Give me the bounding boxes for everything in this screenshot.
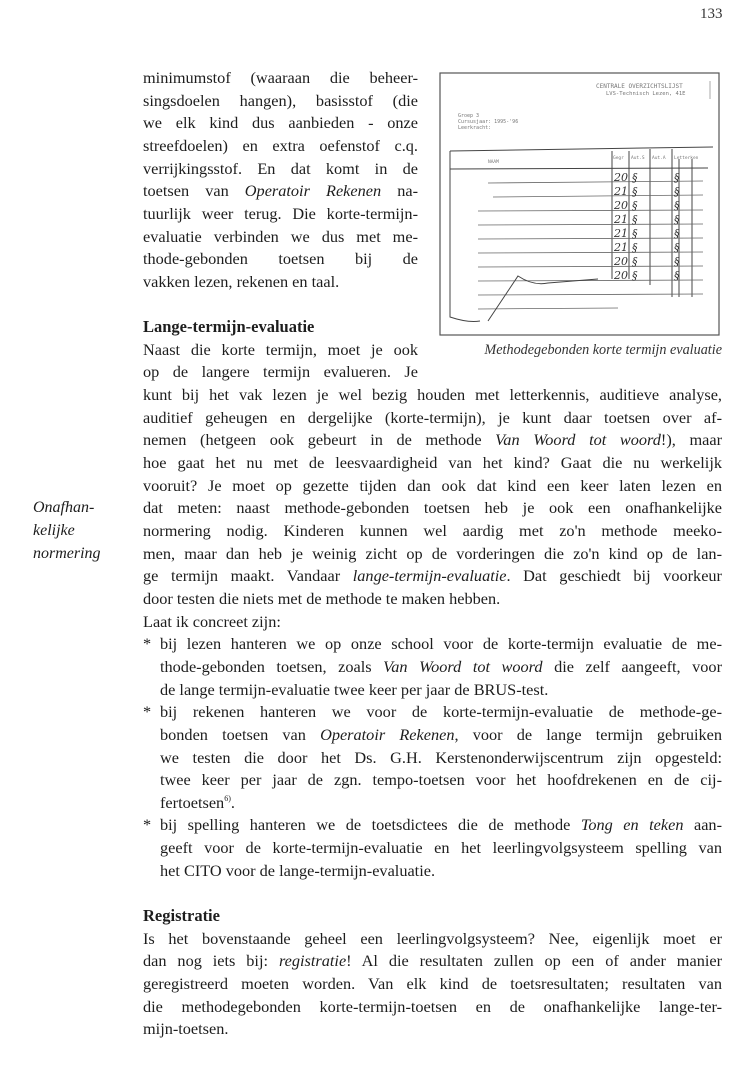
text-run: aan- bbox=[683, 815, 722, 835]
text-run: fertoetsen bbox=[160, 792, 225, 812]
text-line bbox=[143, 429, 722, 452]
text-run: na- bbox=[381, 181, 419, 201]
text-run: bij rekenen hanteren we voor de korte-termijn-evaluatie de methode-ge- bbox=[160, 702, 722, 722]
text-line bbox=[143, 611, 722, 634]
text-line bbox=[160, 747, 722, 770]
text-run: vakken lezen, rekenen en taal. bbox=[143, 271, 340, 291]
text-run: . bbox=[230, 792, 235, 812]
text-line bbox=[160, 724, 722, 747]
side-note-line: kelijke bbox=[33, 522, 75, 539]
check-mark-icon: § bbox=[632, 213, 638, 226]
text-line bbox=[143, 497, 722, 520]
text-line bbox=[143, 475, 722, 498]
text-line bbox=[143, 339, 418, 362]
sheet-leerkracht: Leerkracht: bbox=[458, 125, 492, 131]
text-line bbox=[160, 769, 722, 792]
col-gegr: Gegr bbox=[613, 156, 624, 161]
sheet-title: CENTRALE OVERZICHTSLIJST bbox=[596, 83, 683, 90]
page-number: 133 bbox=[700, 6, 723, 22]
text-line bbox=[143, 112, 418, 135]
text-run: singsdoelen hangen), basisstof (die bbox=[143, 90, 418, 110]
text-run: nemen (hetgeen ook gebeurt in de methode bbox=[143, 430, 496, 450]
text-run: het CITO voor de lange-termijn-evaluatie. bbox=[160, 860, 436, 880]
section-heading bbox=[143, 905, 722, 928]
text-line bbox=[143, 271, 418, 294]
sheet-cursusjaar: Cursusjaar: 1995-'96 bbox=[458, 119, 519, 125]
text-run: geregistreerd moeten worden. Van elk kind de toetsresultaten; resultaten van bbox=[143, 974, 722, 993]
text-run: dan nog iets bij: bbox=[143, 951, 279, 971]
text-run: . Dat geschiedt bij voorkeur bbox=[506, 566, 722, 586]
score-value: 20 bbox=[614, 199, 628, 212]
text-line bbox=[143, 701, 722, 724]
text-line bbox=[143, 90, 418, 113]
text-run: ge termijn maakt. Vandaar bbox=[143, 566, 353, 586]
text-line bbox=[143, 384, 722, 407]
check-mark-icon: § bbox=[632, 171, 638, 184]
text-line bbox=[143, 633, 722, 656]
text-run: ! Al die resultaten zullen op een of ander manier bbox=[346, 951, 723, 971]
check-mark-icon: § bbox=[674, 255, 680, 268]
check-mark-icon: § bbox=[674, 241, 680, 254]
text-run: dat meten: naast methode-gebonden toetsen heb je ook een onafhankelijke bbox=[143, 498, 722, 518]
text-run: bonden toetsen van bbox=[160, 724, 321, 744]
text-run: die zelf aangeeft, voor bbox=[542, 656, 722, 676]
bullet-marker: * bbox=[143, 634, 152, 654]
figure-caption: Methodegebonden korte termijn evaluatie bbox=[484, 342, 722, 358]
text-line bbox=[160, 860, 722, 883]
text-run: hoe gaat het nu met de leesvaardigheid van het kind? Gaat die nu werkelijk bbox=[143, 453, 722, 473]
text-line bbox=[143, 452, 722, 475]
text-run: auditief geheugen en dergelijke (korte-termijn), je kunt daar toetsen over af- bbox=[143, 407, 722, 427]
heading-text: Lange-termijn-evaluatie bbox=[143, 317, 315, 337]
text-run: tuurlijk weer terug. Die korte-termijn- bbox=[143, 203, 418, 223]
text-run: , voor de lange termijn gebruiken bbox=[454, 724, 723, 744]
text-line bbox=[160, 837, 722, 860]
heading-text: Registratie bbox=[143, 906, 220, 926]
score-value: 21 bbox=[614, 241, 628, 254]
check-mark-icon: § bbox=[632, 185, 638, 198]
col-auta: Aut.A bbox=[652, 156, 666, 161]
text-run: twee keer per jaar de zgn. tempo-toetsen voor het hoofdrekenen en de cij- bbox=[160, 770, 722, 790]
score-value: 20 bbox=[614, 171, 628, 184]
text-line bbox=[143, 407, 722, 430]
check-mark-icon: § bbox=[632, 199, 638, 212]
italic-text: Operatoir Rekenen bbox=[320, 724, 455, 744]
bullet-marker: * bbox=[143, 815, 152, 835]
sheet-subtitle: LVS-Technisch Lezen, 41E bbox=[606, 91, 686, 97]
text-line bbox=[143, 226, 418, 249]
text-run: evaluatie verbinden we dus met me- bbox=[143, 226, 418, 246]
check-mark-icon: § bbox=[674, 227, 680, 240]
score-value: 20 bbox=[614, 269, 628, 282]
text-run: op de langere termijn evalueren. Je bbox=[143, 362, 418, 382]
text-run: die methodegebonden korte-termijn-toetsen en de onafhankelijke lange-ter- bbox=[143, 996, 722, 1016]
text-run: de lange termijn-evaluatie twee keer per jaar de BRUS-test. bbox=[160, 679, 549, 699]
footnote-ref: 6) bbox=[224, 793, 231, 803]
text-line bbox=[143, 67, 418, 90]
text-line bbox=[143, 361, 418, 384]
text-line bbox=[143, 814, 722, 837]
italic-text: Van Woord tot woord bbox=[495, 430, 661, 450]
col-naam: NAAM bbox=[488, 160, 499, 165]
text-line bbox=[143, 996, 722, 1019]
text-line bbox=[143, 588, 722, 611]
text-run: Is het bovenstaande geheel een leerlingvolgsysteem? Nee, eigenlijk moet er bbox=[143, 928, 722, 948]
text-run: thode-gebonden toetsen, zoals bbox=[160, 656, 384, 676]
text-line bbox=[143, 135, 418, 158]
side-note-line: normering bbox=[33, 545, 101, 562]
text-run: vooruit? Je moet op gezette tijden dan ook dat kind een keer laten lezen en bbox=[143, 475, 722, 495]
bullet-marker: * bbox=[143, 702, 152, 722]
text-run: mijn-toetsen. bbox=[143, 1019, 229, 1039]
text-run: streefdoelen) en extra oefenstof c.q. bbox=[143, 135, 418, 155]
text-run: geeft voor de korte-termijn-evaluatie en het leerlingvolgsysteem spelling van bbox=[160, 838, 722, 858]
text-run: we testen die door het Ds. G.H. Kerstenonderwijscentrum zijn opgesteld: bbox=[160, 747, 722, 767]
check-mark-icon: § bbox=[674, 171, 680, 184]
text-line bbox=[143, 1018, 722, 1041]
text-line bbox=[160, 656, 722, 679]
check-mark-icon: § bbox=[674, 269, 680, 282]
text-line bbox=[143, 543, 722, 566]
text-run: verrijkingsstof. En dat komt in de bbox=[143, 158, 418, 178]
col-letterkennis: Letterken bbox=[674, 156, 699, 161]
text-run: Laat ik concreet zijn: bbox=[143, 611, 281, 631]
check-mark-icon: § bbox=[674, 185, 680, 198]
score-value: 20 bbox=[614, 255, 628, 268]
text-run: toetsen van bbox=[143, 181, 245, 201]
text-run: !), maar bbox=[660, 430, 722, 450]
section-heading bbox=[143, 316, 418, 339]
score-value: 21 bbox=[614, 227, 628, 240]
italic-text: Tong en teken bbox=[580, 815, 684, 835]
text-line bbox=[143, 928, 722, 951]
text-line bbox=[143, 158, 418, 181]
sheet-groep: Groep 3 bbox=[458, 113, 480, 119]
check-mark-icon: § bbox=[632, 227, 638, 240]
text-run: kunt bij het vak lezen je wel bezig houden met letterkennis, auditieve analyse, bbox=[143, 385, 722, 405]
score-value: 21 bbox=[614, 213, 628, 226]
check-mark-icon: § bbox=[632, 241, 638, 254]
text-run: thode-gebonden toetsen bij de bbox=[143, 249, 418, 269]
text-run: men, maar dan heb je weinig zicht op de vorderingen die zo'n kind op de lan- bbox=[143, 543, 722, 563]
check-mark-icon: § bbox=[632, 269, 638, 282]
check-mark-icon: § bbox=[674, 213, 680, 226]
text-line bbox=[143, 248, 418, 271]
text-run: normering nodig. Kinderen kunnen wel aardig met zo'n methode meeko- bbox=[143, 521, 722, 540]
text-run: bij lezen hanteren we op onze school voor de korte-termijn evaluatie de me- bbox=[160, 634, 722, 654]
figure-overview-sheet bbox=[438, 71, 721, 337]
text-line bbox=[143, 950, 722, 973]
italic-text: lange-termijn-evaluatie bbox=[352, 566, 507, 586]
check-mark-icon: § bbox=[632, 255, 638, 268]
italic-text: registratie bbox=[278, 951, 347, 971]
check-mark-icon: § bbox=[674, 199, 680, 212]
italic-text: Van Woord tot woord bbox=[383, 656, 543, 676]
text-line bbox=[160, 792, 722, 815]
text-line bbox=[160, 679, 722, 702]
text-run: minimumstof (waaraan die beheer- bbox=[143, 68, 418, 87]
col-auts: Aut.S bbox=[631, 156, 645, 161]
score-value: 21 bbox=[614, 185, 628, 198]
text-line bbox=[143, 180, 418, 203]
text-line bbox=[143, 973, 722, 996]
text-line bbox=[143, 565, 722, 588]
text-run: we elk kind dus aanbieden - onze bbox=[143, 113, 418, 133]
text-line bbox=[143, 203, 418, 226]
text-run: bij spelling hanteren we de toetsdictees die de methode bbox=[160, 815, 581, 835]
side-note-line: Onafhan- bbox=[33, 499, 95, 516]
text-line bbox=[143, 520, 722, 543]
text-run: Naast die korte termijn, moet je ook bbox=[143, 339, 418, 359]
italic-text: Operatoir Rekenen bbox=[244, 181, 382, 201]
text-run: door testen die niets met de methode te maken hebben. bbox=[143, 588, 501, 608]
